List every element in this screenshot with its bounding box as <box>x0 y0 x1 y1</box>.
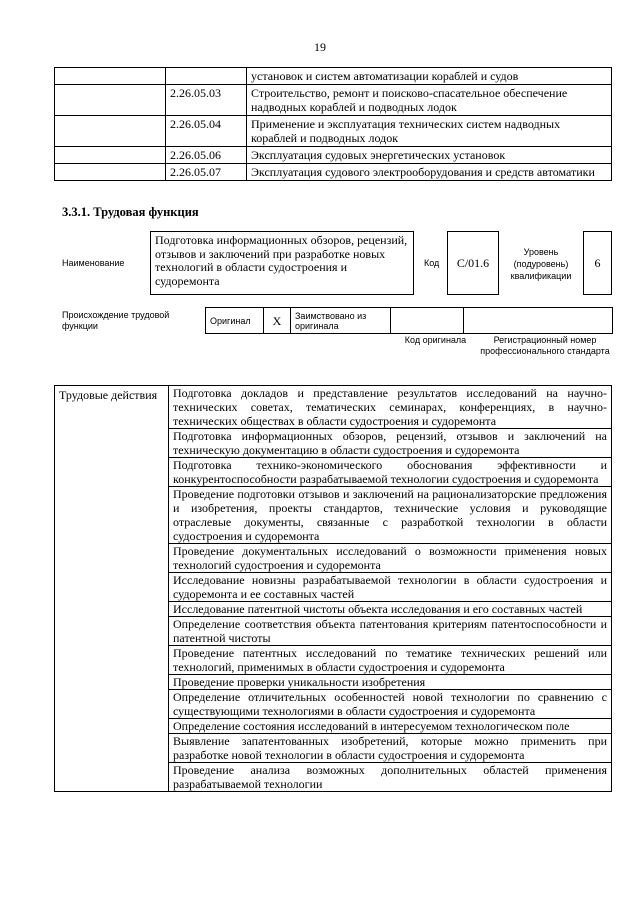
codes-text-cell: Применение и эксплуатация технических систем надводных кораблей и подводных лодок <box>247 116 612 147</box>
labor-action-text: Проведение патентных исследований по тематике технических решений или технологий, применимых в области судостроения и судоремонта <box>169 646 612 675</box>
labor-action-text: Определение отличительных особенностей новой технологии по сравнению с существующими технологиями в области судостроения и судоремонта <box>169 690 612 719</box>
naming-label: Наименование <box>62 258 125 268</box>
codes-code-cell <box>166 68 247 85</box>
labor-action-text: Проведение документальных исследований о возможности применения новых технологий судостроения и судоремонта <box>169 544 612 573</box>
section-heading: 3.3.1. Трудовая функция <box>62 205 199 219</box>
labor-action-text: Проведение проверки уникальности изобретения <box>169 675 612 690</box>
labor-actions-label: Трудовые действия <box>55 386 169 792</box>
labor-action-row <box>55 386 612 429</box>
codes-row <box>55 85 612 116</box>
codes-empty-cell <box>55 68 166 85</box>
labor-action-text: Выявление запатентованных изобретений, которые можно применить при разработке новой технологии в области судостроения и судоремонта <box>169 734 612 763</box>
codes-code-cell: 2.26.05.06 <box>166 147 247 164</box>
codes-text-cell: установок и систем автоматизации кораблей и судов <box>247 68 612 85</box>
codes-row <box>55 68 612 85</box>
labor-action-text: Определение состояния исследований в интересуемом технологическом поле <box>169 719 612 734</box>
codes-text-cell: Строительство, ремонт и поисково-спасательное обеспечение надводных кораблей и подводных лодок <box>247 85 612 116</box>
codes-row <box>55 116 612 147</box>
codes-row <box>55 147 612 164</box>
codes-empty-cell <box>55 164 166 181</box>
level-label: Уровень (подуровень) квалификации <box>510 247 572 281</box>
origin-label: Происхождение трудовой функции <box>62 310 170 331</box>
origin-reg-cell <box>464 308 613 334</box>
code-caption: Код оригинала <box>404 335 467 345</box>
labor-action-text: Подготовка информационных обзоров, рецензий, отзывов и заключений на техническую документацию в области судостроения и судоремонта <box>169 429 612 458</box>
codes-code-cell: 2.26.05.07 <box>166 164 247 181</box>
labor-action-text: Определение соответствия объекта патентования критериям патентоспособности и патентной чистоты <box>169 617 612 646</box>
labor-actions-table <box>54 385 612 792</box>
code-value-box: С/01.6 <box>447 231 499 295</box>
labor-action-text: Подготовка докладов и представление результатов исследований на научно-технических советах, тематических семинарах, конференциях, в научно-технических обществах в области судостроения и судоремонта <box>169 386 612 429</box>
codes-empty-cell <box>55 147 166 164</box>
codes-table <box>54 67 612 181</box>
labor-action-text: Проведение подготовки отзывов и заключений на рационализаторские предложения и изобретения, проекты стандартов, технические условия и руководящие отраслевые документы, связанные с разработкой технологии в области судостроения и судоремонта <box>169 487 612 544</box>
codes-empty-cell <box>55 116 166 147</box>
codes-text-cell: Эксплуатация судового электрооборудования и средств автоматики <box>247 164 612 181</box>
labor-action-text: Подготовка технико-экономического обоснования эффективности и конкурентоспособности разрабатываемой технологии судостроения и судоремонта <box>169 458 612 487</box>
labor-action-text: Проведение анализа возможных дополнительных областей применения разрабатываемой технологии <box>169 763 612 792</box>
codes-row <box>55 164 612 181</box>
code-label: Код <box>424 258 440 268</box>
codes-text-cell: Эксплуатация судовых энергетических установок <box>247 147 612 164</box>
labor-action-text: Исследование новизны разрабатываемой технологии в области судостроения и судоремонта и ее составных частей <box>169 573 612 602</box>
original-label: Оригинал <box>206 308 264 334</box>
function-name-box: Подготовка информационных обзоров, рецензий, отзывов и заключений при разработке новых технологий в области судостроения и судоремонта <box>150 231 414 295</box>
reg-caption: Регистрационный номер профессионального стандарта <box>480 335 610 356</box>
codes-code-cell: 2.26.05.04 <box>166 116 247 147</box>
origin-table <box>205 307 613 334</box>
labor-action-text: Исследование патентной чистоты объекта исследования и его составных частей <box>169 602 612 617</box>
page-number: 19 <box>314 40 326 54</box>
origin-code-cell <box>391 308 464 334</box>
codes-code-cell: 2.26.05.03 <box>166 85 247 116</box>
codes-empty-cell <box>55 85 166 116</box>
level-value-box: 6 <box>583 231 612 295</box>
original-mark: X <box>264 308 291 334</box>
borrowed-label: Заимствовано из оригинала <box>291 308 391 334</box>
